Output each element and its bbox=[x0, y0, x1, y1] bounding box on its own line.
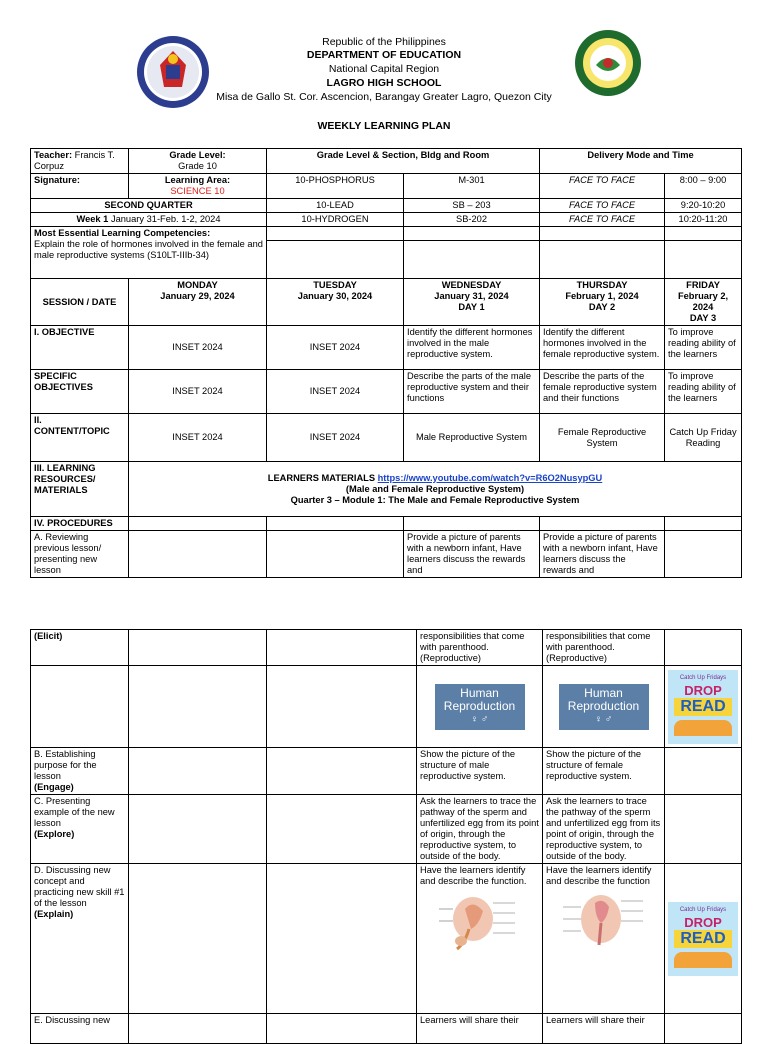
header-republic: Republic of the Philippines bbox=[322, 36, 446, 48]
procedure-c-wednesday: Ask the learners to trace the pathway of the sperm and unfertilized egg from its point of origin, through the reproductive system, to outside of the body. bbox=[417, 795, 543, 864]
table-row bbox=[31, 174, 742, 199]
inset-cell: INSET 2024 bbox=[129, 414, 267, 462]
procedure-c-thursday: Ask the learners to trace the pathway of the sperm and unfertilized egg from its point of origin, through the reproductive system, to outside of the body. bbox=[543, 795, 665, 864]
inset-cell: INSET 2024 bbox=[267, 326, 404, 370]
specific-wednesday: Describe the parts of the male reproductive system and their functions bbox=[404, 370, 540, 414]
table-row bbox=[31, 227, 742, 279]
delivery-header: Delivery Mode and Time bbox=[540, 149, 742, 174]
content-topic-label: II. CONTENT/TOPIC bbox=[31, 414, 129, 462]
signature-cell: Signature: bbox=[31, 174, 129, 199]
table-row bbox=[31, 666, 742, 748]
elicit-wednesday: responsibilities that come with parenthood. (Reproductive) bbox=[417, 630, 543, 666]
procedure-a-wednesday: Provide a picture of parents with a newborn infant, Have learners discuss the rewards and bbox=[404, 531, 540, 578]
delivery-mode: FACE TO FACE bbox=[540, 199, 665, 213]
header-address: Misa de Gallo St. Cor. Ascencion, Barangay Greater Lagro, Quezon City bbox=[216, 91, 552, 103]
resources-cell: LEARNERS MATERIALS https://www.youtube.com/watch?v=R6O2NusypGU (Male and Female Reproductive System) Quarter 3 – Module 1: The Male and Female Reproductive System bbox=[129, 462, 742, 517]
table-row bbox=[31, 279, 742, 326]
male-anatomy-diagram-icon bbox=[435, 889, 525, 953]
specific-friday: To improve reading ability of the learners bbox=[665, 370, 742, 414]
section-header: Grade Level & Section, Bldg and Room bbox=[267, 149, 540, 174]
procedure-d-thursday: Have the learners identify and describe the function bbox=[543, 864, 665, 1014]
procedure-b-label: B. Establishing purpose for the lesson (Engage) bbox=[31, 748, 129, 795]
class-time: 8:00 – 9:00 bbox=[665, 174, 742, 199]
inset-cell: INSET 2024 bbox=[267, 414, 404, 462]
table-row bbox=[31, 517, 742, 531]
room-name: M-301 bbox=[404, 174, 540, 199]
table-row bbox=[31, 213, 742, 227]
human-reproduction-image: Human Reproduction ♀ ♂ bbox=[417, 666, 543, 748]
content-friday: Catch Up Friday Reading bbox=[665, 414, 742, 462]
delivery-mode: FACE TO FACE bbox=[540, 213, 665, 227]
procedure-d-label: D. Discussing new concept and practicing new skill #1 of the lesson (Explain) bbox=[31, 864, 129, 1014]
procedure-c-label: C. Presenting example of the new lesson (Explore) bbox=[31, 795, 129, 864]
session-date-label: SESSION / DATE bbox=[31, 279, 129, 326]
quarter-cell: SECOND QUARTER bbox=[31, 199, 267, 213]
procedure-b-thursday: Show the picture of the structure of female reproductive system. bbox=[543, 748, 665, 795]
week-cell: Week 1 January 31-Feb. 1-2, 2024 bbox=[31, 213, 267, 227]
header-department: DEPARTMENT OF EDUCATION bbox=[306, 49, 462, 61]
day-thursday: THURSDAY February 1, 2024 DAY 2 bbox=[540, 279, 665, 326]
procedure-e-label: E. Discussing new bbox=[31, 1014, 129, 1044]
table-row bbox=[31, 630, 742, 666]
youtube-link[interactable]: https://www.youtube.com/watch?v=R6O2NusypGU bbox=[377, 472, 603, 483]
female-anatomy-diagram-icon bbox=[559, 889, 649, 953]
section-name: 10-LEAD bbox=[267, 199, 404, 213]
day-friday: FRIDAY February 2, 2024 DAY 3 bbox=[665, 279, 742, 326]
table-row bbox=[31, 370, 742, 414]
content-wednesday: Male Reproductive System bbox=[404, 414, 540, 462]
class-time: 10:20-11:20 bbox=[665, 213, 742, 227]
document-header bbox=[0, 0, 768, 140]
table-row bbox=[31, 748, 742, 795]
header-region: National Capital Region bbox=[328, 63, 440, 75]
grade-level-cell: Grade Level: Grade 10 bbox=[129, 149, 267, 174]
table-row bbox=[31, 462, 742, 517]
procedure-a-label: A. Reviewing previous lesson/ presenting new lesson bbox=[31, 531, 129, 578]
table-row bbox=[31, 795, 742, 864]
table-row bbox=[31, 326, 742, 370]
inset-cell: INSET 2024 bbox=[267, 370, 404, 414]
room-name: SB-202 bbox=[404, 213, 540, 227]
day-wednesday: WEDNESDAY January 31, 2024 DAY 1 bbox=[404, 279, 540, 326]
elicit-label: (Elicit) bbox=[31, 630, 129, 666]
melc-cell: Most Essential Learning Competencies: Explain the role of hormones involved in the female and male reproductive systems (S10LT-IIIb-34) bbox=[31, 227, 267, 279]
table-row bbox=[31, 864, 742, 1014]
header-school-name: LAGRO HIGH SCHOOL bbox=[326, 77, 442, 89]
inset-cell: INSET 2024 bbox=[129, 326, 267, 370]
objective-friday: To improve reading ability of the learners bbox=[665, 326, 742, 370]
teacher-cell: Teacher: Francis T. Corpuz bbox=[31, 149, 129, 174]
procedures-label: IV. PROCEDURES bbox=[31, 517, 129, 531]
class-time: 9:20-10:20 bbox=[665, 199, 742, 213]
table-row bbox=[31, 414, 742, 462]
procedure-d-wednesday: Have the learners identify and describe the function. bbox=[417, 864, 543, 1014]
procedure-a-thursday: Provide a picture of parents with a newborn infant, Have learners discuss the rewards and bbox=[540, 531, 665, 578]
day-tuesday: TUESDAY January 30, 2024 bbox=[267, 279, 404, 326]
table-row bbox=[31, 199, 742, 213]
resources-label: III. LEARNING RESOURCES/ MATERIALS bbox=[31, 462, 129, 517]
elicit-thursday: responsibilities that come with parenthood. (Reproductive) bbox=[543, 630, 665, 666]
table-row bbox=[31, 531, 742, 578]
section-name: 10-PHOSPHORUS bbox=[267, 174, 404, 199]
specific-objectives-label: SPECIFIC OBJECTIVES bbox=[31, 370, 129, 414]
procedure-e-thursday: Learners will share their bbox=[543, 1014, 665, 1044]
weekly-plan-table-page2 bbox=[30, 629, 742, 1044]
objective-wednesday: Identify the different hormones involved in the male reproductive system. bbox=[404, 326, 540, 370]
table-row bbox=[31, 1014, 742, 1044]
content-thursday: Female Reproductive System bbox=[540, 414, 665, 462]
weekly-plan-table-page1 bbox=[30, 148, 742, 578]
objective-label: I. OBJECTIVE bbox=[31, 326, 129, 370]
human-reproduction-image: Human Reproduction ♀ ♂ bbox=[543, 666, 665, 748]
document-title: WEEKLY LEARNING PLAN bbox=[317, 120, 451, 132]
drop-everything-read-poster: Catch Up Fridays DROP READ bbox=[665, 666, 742, 748]
drop-everything-read-poster: Catch Up Fridays DROP READ bbox=[665, 864, 742, 1014]
objective-thursday: Identify the different hormones involved in the female reproductive system. bbox=[540, 326, 665, 370]
procedure-b-wednesday: Show the picture of the structure of male reproductive system. bbox=[417, 748, 543, 795]
table-row bbox=[31, 149, 742, 174]
inset-cell: INSET 2024 bbox=[129, 370, 267, 414]
specific-thursday: Describe the parts of the female reproductive system and their functions bbox=[540, 370, 665, 414]
day-monday: MONDAY January 29, 2024 bbox=[129, 279, 267, 326]
learning-area-cell: Learning Area: SCIENCE 10 bbox=[129, 174, 267, 199]
procedure-e-wednesday: Learners will share their bbox=[417, 1014, 543, 1044]
section-name: 10-HYDROGEN bbox=[267, 213, 404, 227]
room-name: SB – 203 bbox=[404, 199, 540, 213]
delivery-mode: FACE TO FACE bbox=[540, 174, 665, 199]
